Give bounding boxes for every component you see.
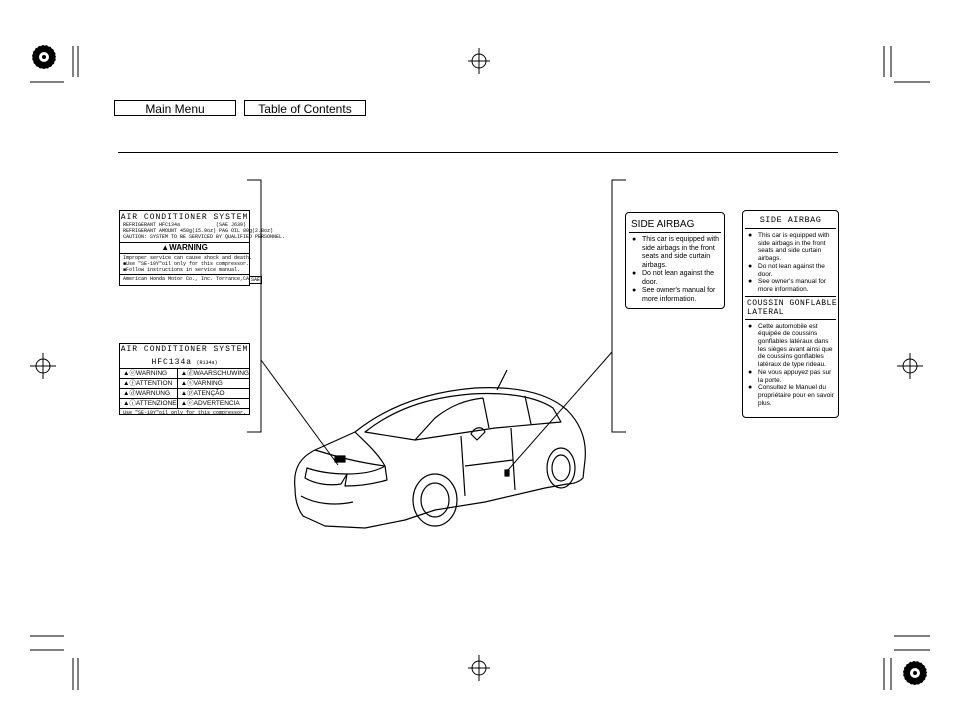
ac-label2-title: AIR CONDITIONER SYSTEM <box>120 345 249 354</box>
side-airbag-title: SIDE AIRBAG <box>631 219 695 230</box>
ac-label-code: SAE <box>251 277 261 283</box>
side-airbag-list <box>626 233 724 304</box>
list-item: ● Do not lean against the door. <box>632 270 721 287</box>
side-airbag2-list <box>743 229 838 294</box>
ac-label-sae: (SAE J639) <box>215 222 246 228</box>
ac-label2-subtitle: HFC134a <box>151 358 193 367</box>
warning-cell: ▲ⓕATTENTION <box>120 379 178 389</box>
ac-label-amount: REFRIGERANT AMOUNT 450g(15.9oz) PAG OIL 80g(2.8oz) <box>123 228 274 234</box>
ac-label-refrigerant: REFRIGERANT HFC134a <box>123 222 181 228</box>
warning-cell: ▲ⓘATTENZIONE <box>120 399 178 409</box>
registration-target-icon <box>32 45 56 69</box>
list-item: ● Consultez le Manuel du propriétaire pour en savoir plus. <box>748 384 836 407</box>
list-item: ● See owner's manual for more information. <box>632 287 721 304</box>
ac-label-caution: CAUTION: SYSTEM TO BE SERVICED BY QUALIFIED PERSONNEL. <box>123 234 286 240</box>
ac-label-title: AIR CONDITIONER SYSTEM <box>120 213 249 222</box>
list-item: ● See owner's manual for more information. <box>748 278 836 293</box>
car-illustration <box>285 370 595 540</box>
ac-label-warning: ▲WARNING <box>161 243 208 252</box>
ac-label-maker: American Honda Motor Co., Inc. Torrance,CA <box>123 276 250 282</box>
warning-cell: ▲ⓓWARNUNG <box>120 389 178 399</box>
side-airbag2-title: SIDE AIRBAG <box>759 215 822 225</box>
side-airbag-label <box>625 212 725 309</box>
ac-label-oil-text: ■Use "SE-10Y"oil only for this compressor. <box>123 261 250 267</box>
side-airbag2-fr-title-1: COUSSIN GONFLABLE <box>747 298 838 308</box>
warning-cell: ▲ⓟATENÇÃO <box>178 389 249 399</box>
warning-cell: ▲ⓔADVERTENCIA <box>178 399 249 409</box>
ac-label-maker-row <box>120 275 261 285</box>
list-item: ● Ne vous appuyez pas sur la porte. <box>748 369 836 384</box>
warning-cell: ▲ⓓWAARSCHUWING <box>178 369 249 379</box>
side-airbag-bilingual-label <box>742 210 839 418</box>
ac-system-label <box>119 210 286 286</box>
warning-cell: ▲ⓔWARNING <box>120 369 178 379</box>
ac-label2-warning-grid <box>120 368 249 409</box>
ac-label2-footer: Use "SE-10Y"oil only for this compressor. <box>123 410 247 416</box>
side-airbag2-fr-list <box>743 320 838 408</box>
list-item: ● This car is equipped with side airbags in the front seats and side curtain airbags. <box>632 236 721 270</box>
list-item: ● Cette automobile est équipée de coussins gonflables latéraux dans les sièges avant ainsi que de coussins gonflables latéraux de type rideau. <box>748 323 836 369</box>
main-menu-button[interactable]: Main Menu <box>114 100 236 116</box>
list-item: ● Do not lean against the door. <box>748 263 836 278</box>
side-airbag2-fr-title-2: LATERAL <box>747 307 785 317</box>
list-item: ● This car is equipped with side airbags in the front seats and side curtain airbags. <box>748 232 836 263</box>
ac-label2-subtitle-row <box>120 355 249 368</box>
ac-label-manual-text: ■Follow instructions in service manual. <box>123 267 241 273</box>
ac-label2-subtitle-small: (R134a) <box>196 360 218 366</box>
warning-cell: ▲ⓢVARNING <box>178 379 249 389</box>
registration-target-icon <box>903 661 927 685</box>
ac-system-multilingual-label <box>119 343 250 415</box>
table-of-contents-button[interactable]: Table of Contents <box>244 100 366 116</box>
ac-label-warning-text: Improper service can cause shock and death. <box>123 255 253 261</box>
